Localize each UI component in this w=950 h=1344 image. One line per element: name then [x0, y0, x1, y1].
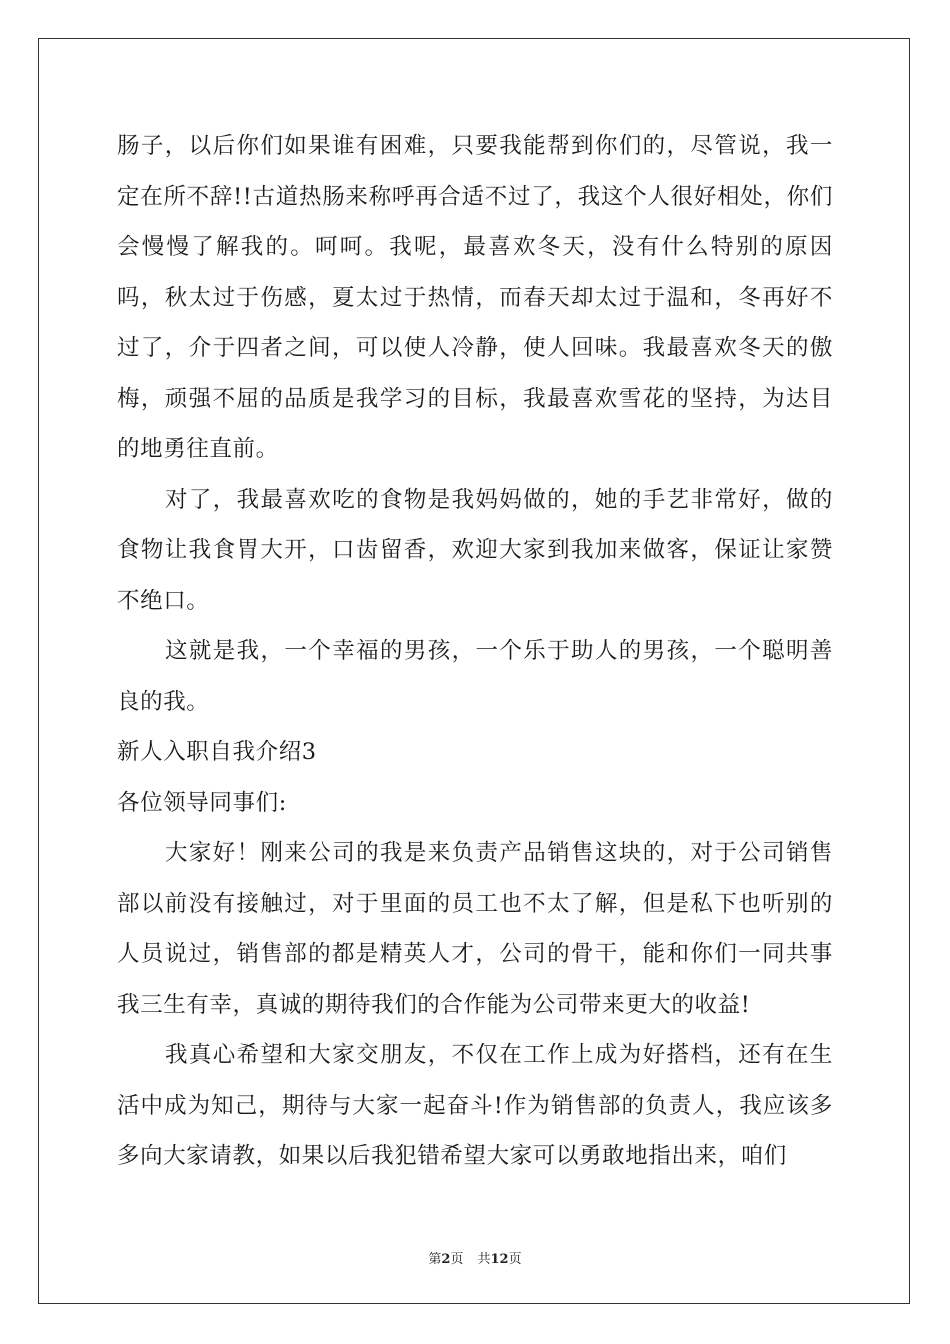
page-suffix: 页 [450, 1252, 464, 1267]
paragraph-food: 对了，我最喜欢吃的食物是我妈妈做的，她的手艺非常好，做的食物让我食胃大开，口齿留香，欢迎大家到我加来做客，保证让家赞不绝口。 [117, 486, 833, 614]
paragraph-hope: 我真心希望和大家交朋友，不仅在工作上成为好搭档，还有在生活中成为知己，期待与大家一起奋斗!作为销售部的负责人，我应该多多向大家请教，如果以后我犯错希望大家可以勇敢地指出来，咱们 [117, 1042, 833, 1169]
page-prefix: 第 [428, 1252, 442, 1267]
paragraph-summary: 这就是我，一个幸福的男孩，一个乐于助人的男孩，一个聪明善良的我。 [117, 638, 833, 715]
paragraph-continuation: 肠子，以后你们如果谁有困难，只要我能帮到你们的，尽管说，我一定在所不辞!!古道热肠来称呼再合适不过了，我这个人很好相处，你们会慢慢了解我的。呵呵。我呢，最喜欢冬天，没有什么特别的原因吗，秋太过于伤感，夏太过于热情，而春天却太过于温和，冬再好不过了，介于四者之间，可以使人冷静，使人回味。我最喜欢冬天的傲梅，顽强不屈的品质是我学习的目标，我最喜欢雪花的坚持，为达目的地勇往直前。 [117, 133, 833, 462]
total-suffix: 页 [508, 1252, 522, 1267]
salutation: 各位领导同事们: [117, 789, 287, 816]
page-total: 12 [490, 1252, 509, 1267]
document-body [117, 121, 833, 1182]
total-prefix: 共 [477, 1252, 491, 1267]
page-footer [0, 1248, 950, 1267]
page-current: 2 [441, 1252, 451, 1267]
paragraph-greeting: 大家好！刚来公司的我是来负责产品销售这块的，对于公司销售部以前没有接触过，对于里面的员工也不太了解，但是私下也听别的人员说过，销售部的都是精英人才，公司的骨干，能和你们一同共事我三生有幸，真诚的期待我们的合作能为公司带来更大的收益! [117, 840, 833, 1018]
section-heading: 新人入职自我介绍3 [117, 739, 317, 765]
